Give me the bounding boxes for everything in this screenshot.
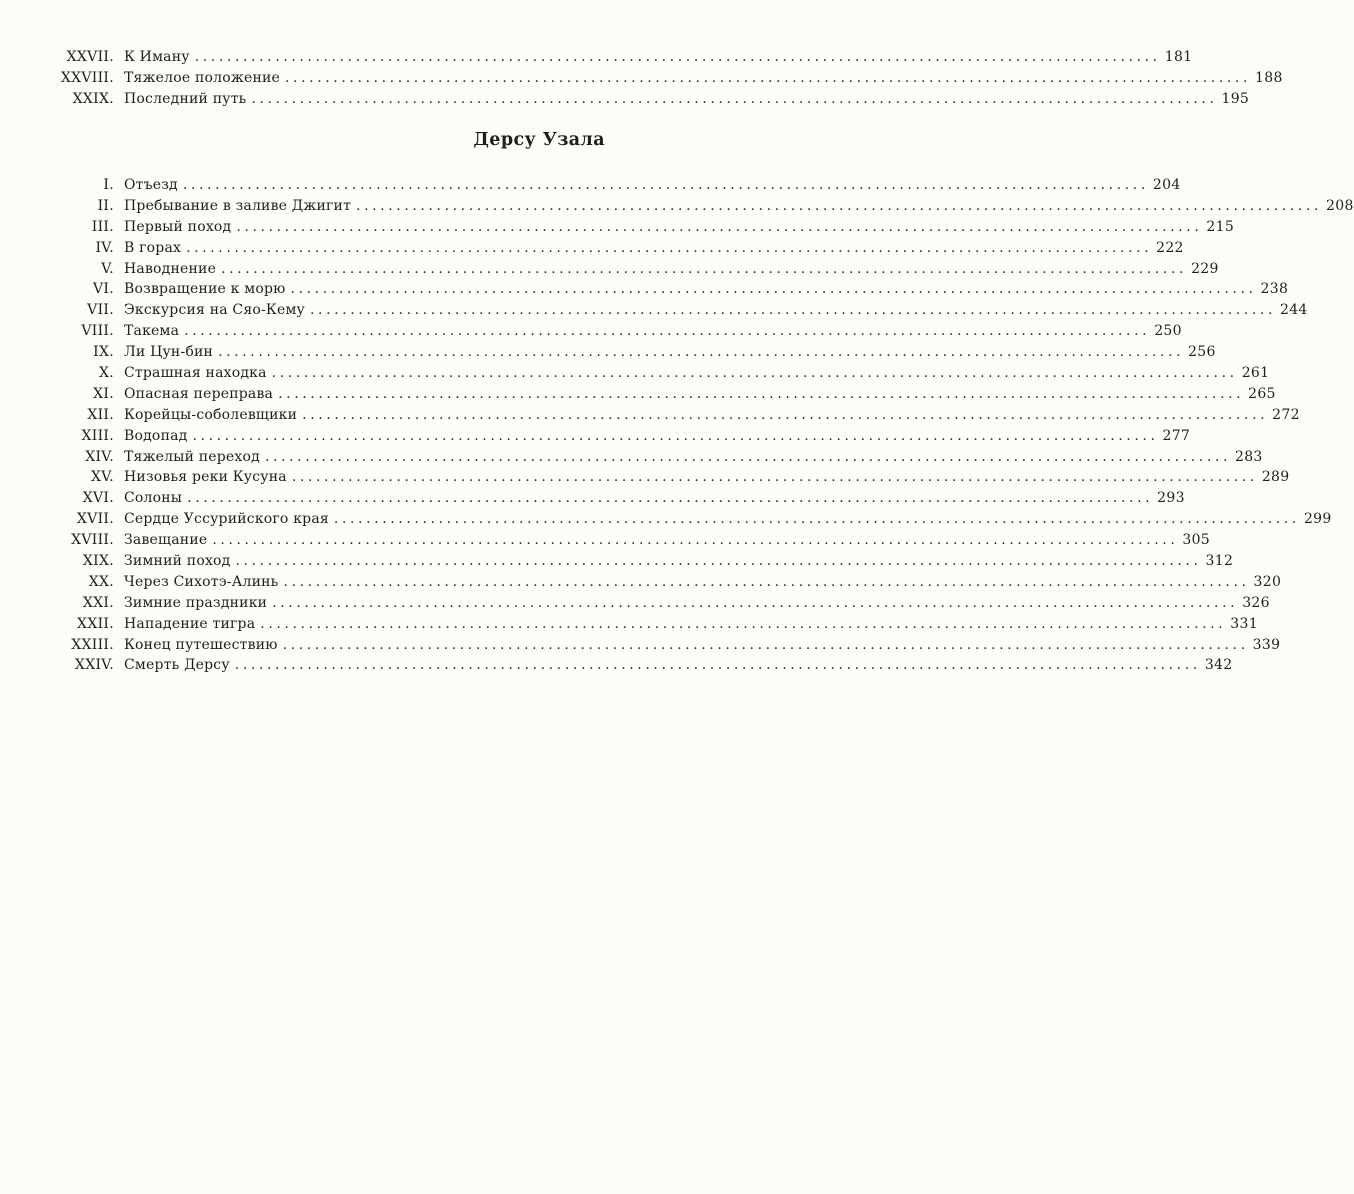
toc-entry bbox=[0, 196, 1354, 217]
dot-leader: ........................................................................................................................ bbox=[333, 511, 1300, 528]
dot-leader: ........................................................................................................................ bbox=[290, 281, 1257, 298]
page-number: 195 bbox=[1221, 90, 1250, 107]
chapter-title: Последний путь bbox=[124, 90, 247, 107]
chapter-number: XVI. bbox=[82, 490, 114, 507]
toc-entry bbox=[0, 530, 1211, 551]
chapter-title: Такема bbox=[124, 323, 180, 340]
toc-list-dersu-uzala bbox=[0, 175, 1354, 676]
toc-entry bbox=[0, 47, 1193, 68]
dot-leader: ........................................................................................................................ bbox=[302, 406, 1269, 423]
toc-entry-line bbox=[124, 238, 1184, 259]
toc-entry-line bbox=[124, 467, 1290, 488]
toc-entry-line bbox=[124, 509, 1332, 530]
chapter-title: Нападение тигра bbox=[124, 615, 256, 632]
page-number: 331 bbox=[1230, 615, 1258, 632]
toc-entry-line bbox=[124, 488, 1185, 509]
page-number: 305 bbox=[1182, 532, 1211, 549]
chapter-title: Отъезд bbox=[124, 177, 178, 193]
toc-entry-line bbox=[124, 175, 1181, 196]
toc-entry-line bbox=[124, 593, 1270, 614]
toc-entry bbox=[0, 655, 1233, 676]
chapter-number: XXII. bbox=[77, 615, 114, 632]
toc-entry bbox=[0, 467, 1290, 488]
chapter-title: Первый поход bbox=[124, 218, 232, 235]
chapter-title: Возвращение к морю bbox=[124, 281, 286, 298]
dot-leader: ........................................................................................................................ bbox=[272, 594, 1239, 611]
dot-leader: ........................................................................................................................ bbox=[234, 657, 1201, 674]
toc-entry bbox=[0, 238, 1184, 259]
dot-leader: ........................................................................................................................ bbox=[264, 448, 1231, 465]
chapter-title: Сердце Уссурийского края bbox=[124, 511, 329, 528]
toc-entry bbox=[0, 89, 1250, 110]
chapter-number: XX. bbox=[88, 573, 114, 590]
page-number: 342 bbox=[1204, 657, 1233, 674]
chapter-number: XXVIII. bbox=[60, 69, 114, 86]
toc-entry-line bbox=[124, 259, 1219, 280]
chapter-title: Через Сихотэ-Алинь bbox=[124, 573, 279, 590]
page-number: 289 bbox=[1261, 469, 1290, 486]
toc-entry bbox=[0, 426, 1191, 447]
dot-leader: ........................................................................................................................ bbox=[356, 197, 1323, 214]
toc-entry-line bbox=[124, 655, 1233, 676]
toc-entry-line bbox=[124, 321, 1182, 342]
chapter-title: Зимние праздники bbox=[124, 594, 268, 611]
chapter-number: I. bbox=[103, 177, 114, 193]
toc-entry-line bbox=[124, 363, 1270, 384]
dot-leader: ........................................................................................................................ bbox=[282, 636, 1249, 653]
chapter-title: Водопад bbox=[124, 427, 188, 444]
page-number: 215 bbox=[1206, 218, 1235, 235]
dot-leader: ........................................................................................................................ bbox=[186, 239, 1153, 256]
page-number: 229 bbox=[1191, 260, 1219, 277]
page-number: 208 bbox=[1326, 197, 1354, 214]
chapter-title: Экскурсия на Сяо-Кему bbox=[124, 302, 305, 319]
chapter-title: Корейцы-соболевщики bbox=[124, 406, 298, 423]
dot-leader: ........................................................................................................................ bbox=[235, 553, 1202, 570]
chapter-number: XII. bbox=[87, 406, 114, 423]
toc-entry bbox=[0, 279, 1289, 300]
toc-entry bbox=[0, 259, 1219, 280]
dot-leader: ........................................................................................................................ bbox=[212, 532, 1179, 549]
toc-entry bbox=[0, 551, 1234, 572]
toc-list-previous-part bbox=[0, 47, 1283, 110]
dot-leader: ........................................................................................................................ bbox=[182, 177, 1149, 193]
chapter-number: XI. bbox=[93, 385, 114, 402]
dot-leader: ........................................................................................................................ bbox=[194, 49, 1161, 65]
toc-entry-line bbox=[124, 89, 1250, 110]
dot-leader: ........................................................................................................................ bbox=[192, 427, 1159, 444]
toc-entry bbox=[0, 321, 1182, 342]
toc-entry-line bbox=[124, 342, 1216, 363]
chapter-title: Опасная переправа bbox=[124, 385, 274, 402]
toc-entry-line bbox=[124, 530, 1211, 551]
toc-entry-line bbox=[124, 447, 1263, 468]
chapter-number: II. bbox=[97, 197, 114, 214]
chapter-number: XVII. bbox=[76, 511, 114, 528]
toc-entry-line bbox=[124, 68, 1283, 89]
toc-entry bbox=[0, 342, 1216, 363]
page-number: 277 bbox=[1162, 427, 1191, 444]
dot-leader: ........................................................................................................................ bbox=[218, 344, 1185, 361]
chapter-title: Страшная находка bbox=[124, 365, 267, 382]
toc-entry bbox=[0, 217, 1235, 238]
toc-entry bbox=[0, 509, 1332, 530]
chapter-title: Ли Цун-бин bbox=[124, 344, 214, 361]
chapter-title: Пребывание в заливе Джигит bbox=[124, 197, 352, 214]
page-number: 261 bbox=[1241, 365, 1270, 382]
chapter-number: IX. bbox=[93, 344, 114, 361]
chapter-number: X. bbox=[98, 365, 114, 382]
page-number: 244 bbox=[1280, 302, 1308, 319]
dot-leader: ........................................................................................................................ bbox=[221, 260, 1188, 277]
chapter-title: Тяжелый переход bbox=[124, 448, 260, 465]
page-number: 339 bbox=[1252, 636, 1281, 653]
section-heading: Дерсу Узала bbox=[473, 130, 605, 150]
page-number: 272 bbox=[1272, 406, 1300, 423]
toc-entry-line bbox=[124, 217, 1235, 238]
page-number: 188 bbox=[1255, 69, 1283, 86]
dot-leader: ........................................................................................................................ bbox=[271, 365, 1238, 382]
chapter-number: VIII. bbox=[81, 323, 114, 340]
toc-entry bbox=[0, 488, 1185, 509]
dot-leader: ........................................................................................................................ bbox=[283, 573, 1250, 590]
toc-entry bbox=[0, 363, 1270, 384]
page-number: 222 bbox=[1156, 239, 1184, 256]
chapter-number: XXIX. bbox=[72, 90, 114, 107]
chapter-number: XXIV. bbox=[74, 657, 114, 674]
chapter-number: IV. bbox=[95, 239, 114, 256]
dot-leader: ........................................................................................................................ bbox=[251, 90, 1218, 107]
toc-entry-line bbox=[124, 614, 1258, 635]
chapter-number: XIX. bbox=[82, 553, 114, 570]
chapter-number: XIII. bbox=[81, 427, 114, 444]
chapter-title: В горах bbox=[124, 239, 182, 256]
chapter-title: Смерть Дерсу bbox=[124, 657, 230, 674]
toc-entry-line bbox=[124, 300, 1308, 321]
toc-entry bbox=[0, 300, 1308, 321]
toc-entry-line bbox=[124, 196, 1354, 217]
dot-leader: ........................................................................................................................ bbox=[260, 615, 1227, 632]
toc-entry bbox=[0, 614, 1258, 635]
toc-entry bbox=[0, 447, 1263, 468]
page-number: 312 bbox=[1205, 553, 1234, 570]
page-number: 204 bbox=[1152, 177, 1181, 193]
page-number: 293 bbox=[1157, 490, 1185, 507]
chapter-number: XV. bbox=[91, 469, 114, 486]
chapter-number: VII. bbox=[87, 302, 114, 319]
toc-entry-line bbox=[124, 279, 1289, 300]
chapter-title: Тяжелое положение bbox=[124, 69, 280, 86]
toc-entry bbox=[0, 68, 1283, 89]
toc-entry-line bbox=[124, 426, 1191, 447]
toc-entry bbox=[0, 635, 1281, 656]
chapter-number: XVIII. bbox=[71, 532, 114, 549]
dot-leader: ........................................................................................................................ bbox=[285, 69, 1252, 86]
dot-leader: ........................................................................................................................ bbox=[309, 302, 1277, 319]
chapter-title: Наводнение bbox=[124, 260, 217, 277]
page-number: 283 bbox=[1235, 448, 1263, 465]
chapter-title: Конец путешествию bbox=[124, 636, 278, 653]
toc-entry-line bbox=[124, 405, 1300, 426]
chapter-title: Солоны bbox=[124, 490, 183, 507]
dot-leader: ........................................................................................................................ bbox=[184, 323, 1151, 340]
dot-leader: ........................................................................................................................ bbox=[236, 218, 1203, 235]
page-number: 320 bbox=[1253, 573, 1282, 590]
chapter-number: III. bbox=[91, 218, 114, 235]
toc-entry bbox=[0, 175, 1181, 196]
toc-entry bbox=[0, 384, 1276, 405]
dot-leader: ........................................................................................................................ bbox=[278, 385, 1245, 402]
toc-entry-line bbox=[124, 47, 1193, 68]
page-number: 299 bbox=[1303, 511, 1332, 528]
toc-entry-line bbox=[124, 572, 1282, 593]
chapter-number: XXIII. bbox=[71, 636, 114, 653]
toc-entry bbox=[0, 572, 1282, 593]
chapter-title: Зимний поход bbox=[124, 553, 231, 570]
chapter-number: VI. bbox=[93, 281, 114, 298]
chapter-title: Завещание bbox=[124, 532, 208, 549]
page-number: 256 bbox=[1188, 344, 1216, 361]
chapter-title: К Иману bbox=[124, 49, 190, 65]
dot-leader: ........................................................................................................................ bbox=[187, 490, 1154, 507]
chapter-number: XXI. bbox=[82, 594, 114, 611]
page-number: 181 bbox=[1164, 49, 1193, 65]
chapter-number: XIV. bbox=[85, 448, 114, 465]
page-number: 250 bbox=[1154, 323, 1182, 340]
toc-entry-line bbox=[124, 635, 1281, 656]
page-number: 265 bbox=[1248, 385, 1276, 402]
toc-entry-line bbox=[124, 551, 1234, 572]
chapter-title: Низовья реки Кусуна bbox=[124, 469, 287, 486]
page-number: 326 bbox=[1242, 594, 1270, 611]
toc-entry bbox=[0, 593, 1270, 614]
toc-entry bbox=[0, 405, 1300, 426]
chapter-number: V. bbox=[101, 260, 114, 277]
dot-leader: ........................................................................................................................ bbox=[291, 469, 1258, 486]
chapter-number: XXVII. bbox=[66, 49, 114, 65]
page-number: 238 bbox=[1260, 281, 1289, 298]
toc-entry-line bbox=[124, 384, 1276, 405]
